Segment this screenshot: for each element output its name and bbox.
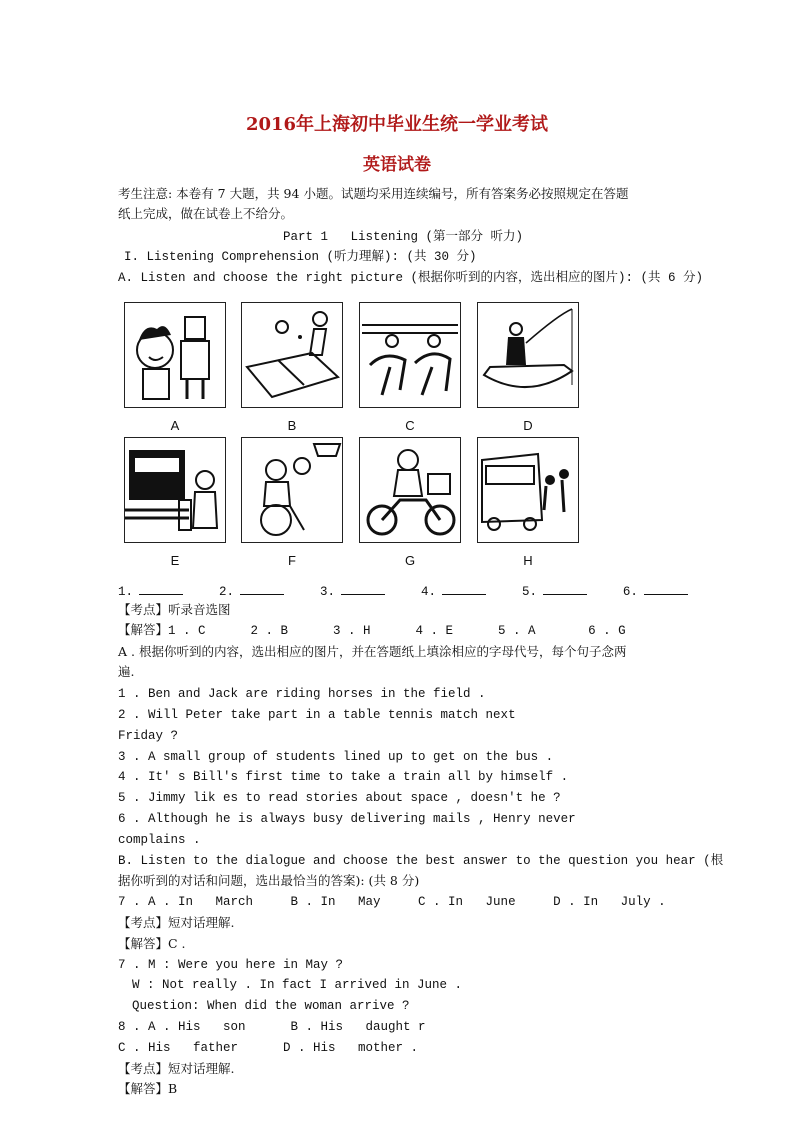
jieda-1: 【解答】1 . C 2 . B 3 . H 4 . E 5 . A 6 . G xyxy=(118,624,626,638)
notice-line-1: 考生注意: 本卷有 7 大题，共 94 小题。试题均采用连续编号，所有答案务必按照规定在答题 xyxy=(118,186,629,201)
blank-2[interactable]: 2. xyxy=(219,582,284,599)
bus-icon xyxy=(478,438,578,542)
instruction-a-line-1: A . 根据你听到的内容，选出相应的图片，并在答题纸上填涂相应的字母代号，每个句子念两 xyxy=(118,644,627,659)
jieda-2: 【解答】C . xyxy=(118,936,186,951)
picture-e-label: E xyxy=(170,553,180,568)
picture-g xyxy=(359,437,461,543)
picture-b-label: B xyxy=(287,418,297,433)
picture-e xyxy=(124,437,226,543)
picture-h-label: H xyxy=(523,553,533,568)
question-8-options-1: 8 . A . His son B . His daught r xyxy=(118,1020,426,1034)
notice-line-2: 纸上完成，做在试卷上不给分。 xyxy=(118,206,294,221)
sentence-5: 5 . Jimmy lik es to read stories about space , doesn't he ? xyxy=(118,791,561,805)
instruction-a-line-2: 遍. xyxy=(118,664,135,679)
kaodian-1: 【考点】听录音选图 xyxy=(118,602,231,617)
section-b-line-2: 据你听到的对话和问题，选出最恰当的答案): (共 8 分) xyxy=(118,873,420,888)
boy-robot-icon xyxy=(125,303,225,407)
picture-b xyxy=(241,302,343,408)
picture-f-label: F xyxy=(288,553,296,568)
picture-c xyxy=(359,302,461,408)
picture-c-label: C xyxy=(405,418,415,433)
sentence-2: 2 . Will Peter take part in a table tennis match next xyxy=(118,708,516,722)
picture-f xyxy=(241,437,343,543)
dialog-line-2: W : Not really . In fact I arrived in June . xyxy=(132,978,463,992)
picture-a xyxy=(124,302,226,408)
wheelchair-basketball-icon xyxy=(242,438,342,542)
sentence-6: 6 . Although he is always busy delivering mails , Henry never xyxy=(118,812,576,826)
part-heading: Part 1 Listening (第一部分 听力) xyxy=(282,230,524,244)
question-8-options-2: C . His father D . His mother . xyxy=(118,1041,419,1055)
picture-h xyxy=(477,437,579,543)
section-a-heading: A. Listen and choose the right picture (根据你听到的内容，选出相应的图片): (共 6 分) xyxy=(118,271,704,285)
picture-d xyxy=(477,302,579,408)
question-7-options: 7 . A . In March B . In May C . In June D . In July . xyxy=(118,895,666,909)
table-tennis-icon xyxy=(242,303,342,407)
sentence-3: 3 . A small group of students lined up to get on the bus . xyxy=(118,750,554,764)
sentence-1: 1 . Ben and Jack are riding horses in the field . xyxy=(118,687,486,701)
blank-1[interactable]: 1. xyxy=(118,582,183,599)
answer-blanks xyxy=(118,582,688,599)
horse-riding-icon xyxy=(360,303,460,407)
sentence-4: 4 . It' s Bill's first time to take a train all by himself . xyxy=(118,770,569,784)
picture-g-label: G xyxy=(404,553,416,568)
kaodian-3: 【考点】短对话理解. xyxy=(118,1061,235,1076)
dialog-question: Question: When did the woman arrive ? xyxy=(132,999,410,1013)
kaodian-2: 【考点】短对话理解. xyxy=(118,915,235,930)
blank-6[interactable]: 6. xyxy=(623,582,688,599)
exam-subtitle: 英语试卷 xyxy=(363,155,431,175)
fishing-boat-icon xyxy=(478,303,578,407)
train-icon xyxy=(125,438,225,542)
blank-5[interactable]: 5. xyxy=(522,582,587,599)
blank-3[interactable]: 3. xyxy=(320,582,385,599)
picture-d-label: D xyxy=(523,418,533,433)
exam-title: 2016年上海初中毕业生统一学业考试 xyxy=(245,114,549,135)
blank-4[interactable]: 4. xyxy=(421,582,486,599)
picture-a-label: A xyxy=(170,418,180,433)
section-heading: I. Listening Comprehension (听力理解): (共 30 分) xyxy=(124,250,477,264)
jieda-3: 【解答】B xyxy=(118,1081,178,1096)
motorbike-delivery-icon xyxy=(360,438,460,542)
section-b-line-1: B. Listen to the dialogue and choose the best answer to the question you hear (根 xyxy=(118,854,724,868)
dialog-line-1: 7 . M : Were you here in May ? xyxy=(118,958,344,972)
sentence-6-cont: complains . xyxy=(118,833,201,847)
sentence-2-cont: Friday ? xyxy=(118,729,179,743)
